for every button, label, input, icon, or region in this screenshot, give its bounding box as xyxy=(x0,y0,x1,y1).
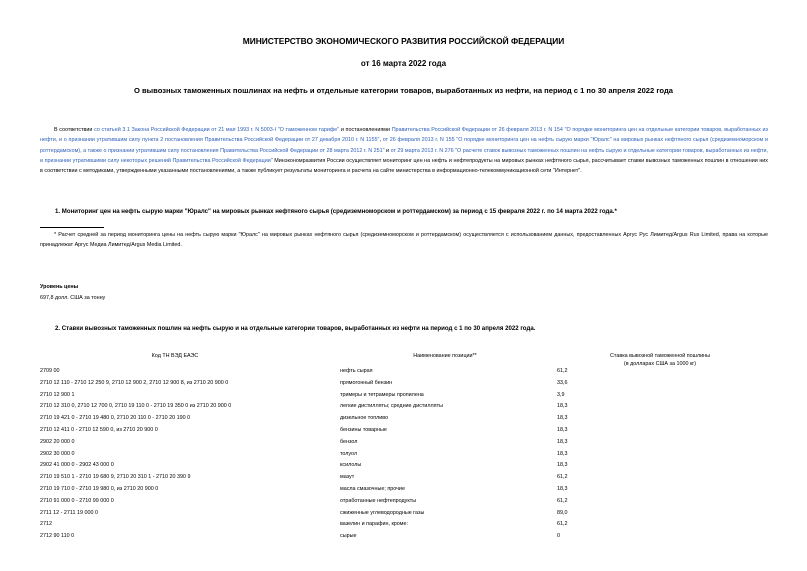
table-row xyxy=(0,462,807,474)
table-row xyxy=(0,533,807,545)
row-name: легкие дистилляты; средние дистилляты xyxy=(340,403,443,409)
row-name: прямогонный бензин xyxy=(340,380,393,386)
row-rate: 3,9 xyxy=(557,392,565,398)
resolution-276-link[interactable]: от 29 марта 2013 г. N 276 "О расчете ставок вывозных таможенных пошлин на нефть сырую и отдельные категории товаров, выработанных из нефти, и признании утратившими силу некоторых решений Правительства Российской Федерации" xyxy=(40,147,768,164)
row-name: вазелин и парафин, кроме: xyxy=(340,521,408,527)
table-row xyxy=(0,439,807,451)
intro-paragraph xyxy=(40,125,768,176)
row-rate: 18,3 xyxy=(557,427,568,433)
row-code: 2710 91 000 0 - 2710 99 000 0 xyxy=(40,498,114,504)
row-code: 2902 41 000 0 - 2902 43 000 0 xyxy=(40,462,114,468)
row-name: ксилолы xyxy=(340,462,362,468)
row-code: 2710 12 411 0 - 2710 12 590 0, из 2710 20 900 0 xyxy=(40,427,158,433)
row-code: 2710 19 421 0 - 2710 19 480 0, 2710 20 110 0 - 2710 20 190 0 xyxy=(40,415,191,421)
row-name: сжиженные углеводородные газы xyxy=(340,510,425,516)
column-header-name: Наименование позиции** xyxy=(413,353,477,359)
row-rate: 89,0 xyxy=(557,510,568,516)
row-rate: 18,3 xyxy=(557,439,568,445)
price-level-value: 697,8 долл. США за тонну xyxy=(40,295,106,301)
row-rate: 18,3 xyxy=(557,451,568,457)
row-name: бензины товарные xyxy=(340,427,387,433)
row-code: 2711 12 - 2711 19 000 0 xyxy=(40,510,98,516)
row-code: 2710 12 310 0, 2710 12 700 0, 2710 19 110 0 - 2710 19 350 0 из 2710 20 900 0 xyxy=(40,403,232,409)
row-name: мазут xyxy=(340,474,355,480)
row-rate: 18,3 xyxy=(557,403,568,409)
row-name: нефть сырая xyxy=(340,368,373,374)
row-code: 2712 xyxy=(40,521,52,527)
price-level-label: Уровень цены xyxy=(40,284,79,290)
row-rate: 33,6 xyxy=(557,380,568,386)
table-row xyxy=(0,403,807,415)
row-name: масла смазочные; прочие xyxy=(340,486,405,492)
table-row xyxy=(0,368,807,380)
table-row xyxy=(0,498,807,510)
intro-text-3: , xyxy=(379,137,383,144)
row-rate: 18,3 xyxy=(557,462,568,468)
row-code: 2902 20 000 0 xyxy=(40,439,75,445)
document-date: от 16 марта 2022 года xyxy=(360,59,447,68)
resolution-155-link[interactable]: от 26 февраля 2013 г. N 155 "О порядке мониторинга цен на нефть сырую марки "Юралс" на мировых рынках нефтяного сырья (средиземноморском и роттердамском), а также о признании утратившим силу постановления Правительства Российской Федерации от 28 марта 2012 г. N 251" xyxy=(40,137,768,154)
section-2-heading: 2. Ставки вывозных таможенных пошлин на нефть сырую и на отдельные категории товаров, выработанных из нефти на период с 1 по 30 апреля 2022 года. xyxy=(55,325,536,332)
row-code: 2710 19 710 0 - 2710 19 980 0, из 2710 20 900 0 xyxy=(40,486,159,492)
row-rate: 61,2 xyxy=(557,368,568,374)
law-link[interactable]: со статьей 3.1 Закона Российской Федерации от 21 мая 1993 г. N 5003-I "О таможенном тарифе" xyxy=(94,127,340,133)
intro-text-4: и xyxy=(384,147,391,154)
row-rate: 0 xyxy=(557,533,560,539)
row-code: 2710 12 110 - 2710 12 250 9, 2710 12 900 2, 2710 12 900 8, из 2710 20 900 0 xyxy=(40,380,229,386)
row-name: сырые xyxy=(340,533,357,539)
table-row xyxy=(0,521,807,533)
row-rate: 18,3 xyxy=(557,486,568,492)
footnote: * Расчет средней за период мониторинга цены на нефть сырую марки "Юралс" на мировых рынках нефтяного сырья (средиземноморском и роттердамском) осуществляется с использованием данных, предоставленных Аргус Рус Лимитед/Argus Rus Limited, права на которые принадлежат Аргус Медиа Лимитед/Argus Media Limited. xyxy=(40,232,768,248)
row-name: бензол xyxy=(340,439,358,445)
row-code: 2902 30 000 0 xyxy=(40,451,75,457)
row-rate: 61,2 xyxy=(557,521,568,527)
footnote-divider xyxy=(40,227,104,228)
row-code: 2710 12 900 1 xyxy=(40,392,75,398)
row-rate: 61,2 xyxy=(557,474,568,480)
column-header-rate-line1: Ставка вывозной таможенной пошлины xyxy=(610,353,710,359)
row-name: дизельное топливо xyxy=(340,415,389,421)
column-header-rate-line2: (в долларах США за 1000 кг) xyxy=(623,361,697,367)
intro-text-1: В соответствии xyxy=(54,127,95,133)
column-header-code: Код ТН ВЭД ЕАЭС xyxy=(151,353,199,359)
table-row xyxy=(0,427,807,439)
resolution-154-link[interactable]: Правительства Российской Федерации от 26 февраля 2013 г. N 154 "О порядке мониторинга цен на отдельные категории товаров, выработанных из нефти, и о признании утратившим силу пункта 2 постановления Правительства Российской Федерации от 27 декабря 2010 г. N 1155" xyxy=(40,127,768,144)
intro-text-2: и постановлениями xyxy=(339,127,392,133)
table-row xyxy=(0,486,807,498)
section-1-heading: 1. Мониторинг цен на нефть сырую марки "Юралс" на мировых рынках нефтяного сырья (средиземноморском и роттердамском) за период с 15 февраля 2022 г. по 14 марта 2022 года.* xyxy=(55,208,617,215)
row-name: отработанные нефтепродукты xyxy=(340,498,417,504)
row-code: 2710 19 510 1 - 2710 19 680 9, 2710 20 310 1 - 2710 20 390 9 xyxy=(40,474,191,480)
table-row xyxy=(0,415,807,427)
table-row xyxy=(0,474,807,486)
row-rate: 61,2 xyxy=(557,498,568,504)
row-code: 2712 90 110 0 xyxy=(40,533,75,539)
document-title: О вывозных таможенных пошлинах на нефть и отдельные категории товаров, выработанных из нефти, на период с 1 по 30 апреля 2022 года xyxy=(133,86,673,95)
ministry-name: МИНИСТЕРСТВО ЭКОНОМИЧЕСКОГО РАЗВИТИЯ РОССИЙСКОЙ ФЕДЕРАЦИИ xyxy=(242,36,565,46)
row-code: 2709 00 xyxy=(40,368,60,374)
row-name: тримеры и тетрамеры пропилена xyxy=(340,392,424,398)
row-rate: 18,3 xyxy=(557,415,568,421)
column-header-rate xyxy=(560,352,760,368)
table-row xyxy=(0,380,807,392)
row-name: толуол xyxy=(340,451,358,457)
intro-text-5: Минэкономразвития России осуществляет мониторинг цен на нефть и нефтепродукты на мировых рынках нефтяного сырья, рассчитывает ставки вывозных таможенных пошлин в отношении них в соответствии с методиками, утвержденными указанными постановлениями, а также публикует результаты мониторинга и расчета на сайте министерства в информационно-телекоммуникационной сети "Интернет". xyxy=(40,157,769,175)
